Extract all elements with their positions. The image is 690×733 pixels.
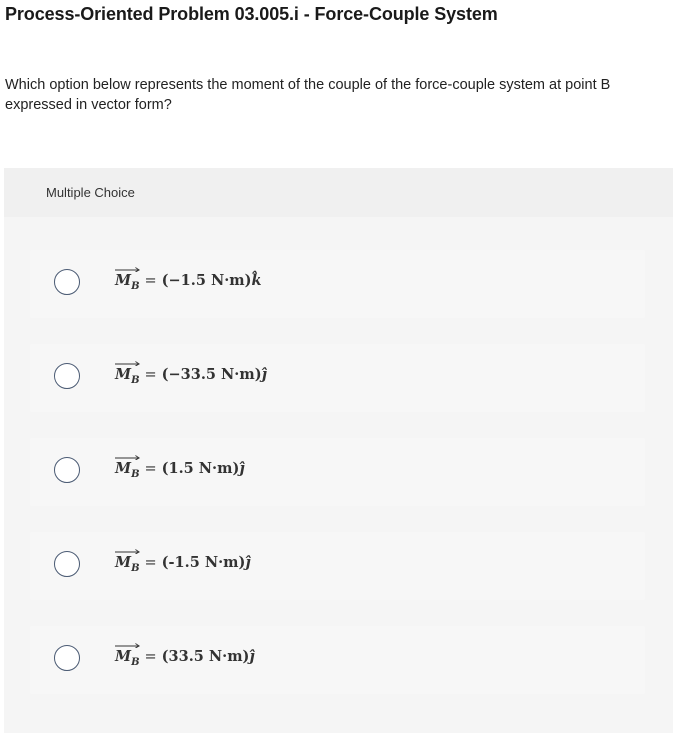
vector-subscript: B: [131, 468, 140, 480]
page-title: Process-Oriented Problem 03.005.i - Force-Couple System: [5, 4, 498, 24]
vector-letter: M: [115, 272, 132, 289]
vector-arrow-icon: [115, 642, 140, 648]
radio-button[interactable]: [54, 269, 80, 295]
answer-formula: [115, 648, 255, 668]
unit-vector: ȷ̂: [245, 554, 251, 571]
radio-button[interactable]: [54, 645, 80, 671]
vector-letter: M: [115, 366, 132, 383]
vector-subscript: B: [131, 656, 140, 668]
answer-formula: [115, 366, 267, 386]
moment-value: (−1.5 N·m): [161, 272, 252, 289]
answer-option-2[interactable]: [30, 344, 645, 412]
equals-sign: =: [144, 649, 157, 665]
answer-formula: [115, 272, 262, 292]
answer-option-3[interactable]: [30, 438, 645, 506]
moment-value: (-1.5 N·m): [161, 554, 246, 571]
vector-symbol: [115, 366, 140, 386]
moment-value: (33.5 N·m): [161, 648, 250, 665]
vector-arrow-icon: [115, 548, 140, 554]
vector-letter: M: [115, 554, 132, 571]
vector-arrow-icon: [115, 454, 140, 460]
radio-button[interactable]: [54, 363, 80, 389]
multiple-choice-header: [4, 168, 673, 217]
moment-value: (−33.5 N·m): [161, 366, 262, 383]
radio-button[interactable]: [54, 457, 80, 483]
vector-letter: M: [115, 460, 132, 477]
equals-sign: =: [144, 273, 157, 289]
vector-symbol: [115, 460, 140, 480]
vector-subscript: B: [131, 374, 140, 386]
radio-button[interactable]: [54, 551, 80, 577]
unit-vector: ȷ̂: [249, 648, 255, 665]
equals-sign: =: [144, 367, 157, 383]
question-text: Which option below represents the moment of the couple of the force-couple system at point B expressed in vector form?: [5, 77, 611, 113]
unit-vector: ȷ̂: [239, 460, 245, 477]
unit-vector: ȷ̂: [261, 366, 267, 383]
vector-arrow-icon: [115, 360, 140, 366]
unit-vector: k̂: [251, 272, 262, 289]
vector-arrow-icon: [115, 266, 140, 272]
answer-formula: [115, 460, 245, 480]
vector-symbol: [115, 648, 140, 668]
multiple-choice-panel: [4, 168, 673, 733]
moment-value: (1.5 N·m): [161, 460, 240, 477]
equals-sign: =: [144, 461, 157, 477]
vector-subscript: B: [131, 562, 140, 574]
vector-symbol: [115, 272, 140, 292]
multiple-choice-label: Multiple Choice: [46, 185, 135, 200]
answer-formula: [115, 554, 251, 574]
answer-option-1[interactable]: [30, 250, 645, 318]
vector-subscript: B: [131, 280, 140, 292]
answer-option-5[interactable]: [30, 626, 645, 694]
vector-letter: M: [115, 648, 132, 665]
answer-option-4[interactable]: [30, 532, 645, 600]
vector-symbol: [115, 554, 140, 574]
equals-sign: =: [144, 555, 157, 571]
